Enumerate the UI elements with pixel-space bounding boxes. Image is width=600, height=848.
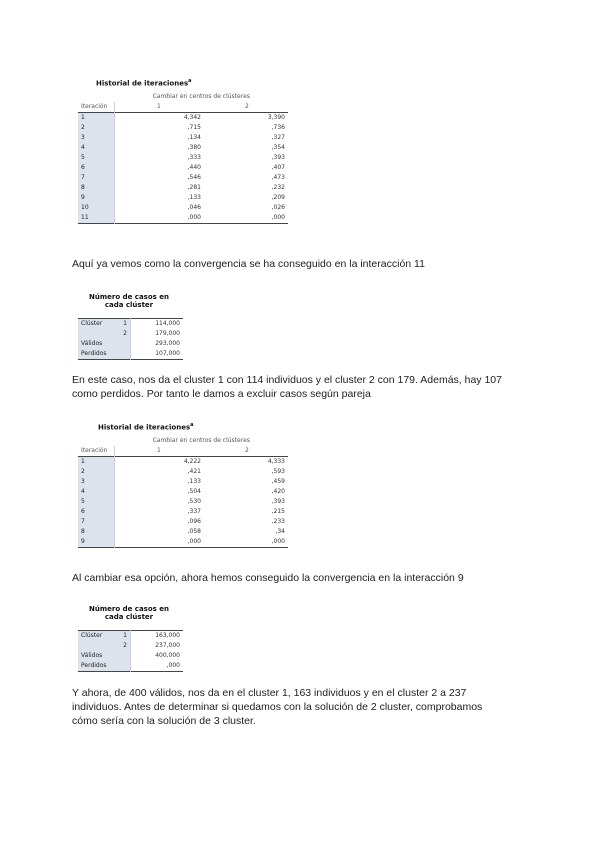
cluster-2-change: ,34 xyxy=(275,528,285,535)
iteration-label: 2 xyxy=(78,467,115,477)
row-header: Iteración xyxy=(81,447,108,454)
table4-title: Número de casos en cada clúster xyxy=(89,605,169,621)
case-count: 163,000 xyxy=(131,631,184,642)
cluster-1-change: ,133 xyxy=(115,193,216,203)
cluster-2-change: ,000 xyxy=(271,214,285,221)
table-row xyxy=(78,339,183,349)
row-label xyxy=(78,641,110,651)
cluster-2-change: ,420 xyxy=(271,488,285,495)
cluster-2-change: ,232 xyxy=(271,184,285,191)
table-row xyxy=(78,487,288,497)
paragraph-2: En este caso, nos da el cluster 1 con 114 individuos y el cluster 2 con 179. Además, hay 107 como perdidos. Por tanto le damos a excluir casos según pareja xyxy=(72,374,502,400)
group-header: Cambiar en centros de clústeres xyxy=(152,437,250,444)
cluster-2-change: ,000 xyxy=(271,538,285,545)
iteration-label: 1 xyxy=(78,113,115,124)
cluster-1-change: ,421 xyxy=(115,467,216,477)
iteration-label: 1 xyxy=(78,457,115,468)
table-row xyxy=(78,203,288,213)
iteration-label: 11 xyxy=(78,213,115,224)
cluster-1-change: ,000 xyxy=(115,537,216,548)
cluster-2-change: ,026 xyxy=(271,204,285,211)
cluster-2-change: ,354 xyxy=(271,144,285,151)
case-count: ,000 xyxy=(131,661,184,672)
case-count: 114,000 xyxy=(131,319,184,330)
iteration-label: 7 xyxy=(78,517,115,527)
iteration-label: 6 xyxy=(78,507,115,517)
col-header-2: 2 xyxy=(245,103,249,110)
cluster-1-change: ,281 xyxy=(115,183,216,193)
iteration-label: 2 xyxy=(78,123,115,133)
table-row xyxy=(78,527,288,537)
cluster-2-change: ,209 xyxy=(271,194,285,201)
row-label: Válidos xyxy=(78,339,110,349)
iteration-label: 7 xyxy=(78,173,115,183)
iteration-label: 4 xyxy=(78,143,115,153)
table-row xyxy=(78,477,288,487)
cluster-1-change: ,504 xyxy=(115,487,216,497)
table-row xyxy=(78,349,183,360)
cluster-2-change: ,393 xyxy=(271,498,285,505)
case-count: 293,000 xyxy=(131,339,184,349)
iteration-history-table-2 xyxy=(78,436,288,548)
cluster-number: 1 xyxy=(110,319,131,330)
cluster-2-change: ,736 xyxy=(271,124,285,131)
table-row xyxy=(78,193,288,203)
col-header-1: 1 xyxy=(115,446,216,457)
cluster-1-change: ,133 xyxy=(115,477,216,487)
row-label xyxy=(78,329,110,339)
table-row xyxy=(78,133,288,143)
table-row xyxy=(78,329,183,339)
iteration-label: 9 xyxy=(78,193,115,203)
iteration-label: 8 xyxy=(78,183,115,193)
cluster-2-change: ,215 xyxy=(271,508,285,515)
cluster-2-change: ,233 xyxy=(271,518,285,525)
table-row xyxy=(78,537,288,548)
cluster-1-change: ,546 xyxy=(115,173,216,183)
cluster-1-change: ,058 xyxy=(115,527,216,537)
iteration-label: 3 xyxy=(78,477,115,487)
cluster-1-change: 4,222 xyxy=(115,457,216,468)
cluster-1-change: ,333 xyxy=(115,153,216,163)
table-row xyxy=(78,163,288,173)
iteration-label: 3 xyxy=(78,133,115,143)
table-row xyxy=(78,517,288,527)
iteration-label: 5 xyxy=(78,153,115,163)
table-row xyxy=(78,143,288,153)
iteration-label: 5 xyxy=(78,497,115,507)
cluster-1-change: 4,342 xyxy=(115,113,216,124)
cases-per-cluster-table-2 xyxy=(78,630,183,672)
table-row xyxy=(78,123,288,133)
table-row xyxy=(78,631,183,642)
iteration-label: 10 xyxy=(78,203,115,213)
row-label: Clúster xyxy=(78,319,110,330)
cluster-number xyxy=(110,661,131,672)
case-count: 237,000 xyxy=(131,641,184,651)
table-row xyxy=(78,457,288,468)
cluster-1-change: ,046 xyxy=(115,203,216,213)
cluster-1-change: ,380 xyxy=(115,143,216,153)
cluster-1-change: ,000 xyxy=(115,213,216,224)
cluster-2-change: ,407 xyxy=(271,164,285,171)
table-row xyxy=(78,467,288,477)
cluster-2-change: ,593 xyxy=(271,468,285,475)
cluster-2-change: 3,390 xyxy=(267,114,285,121)
table-row xyxy=(78,319,183,330)
table-row xyxy=(78,113,288,124)
group-header: Cambiar en centros de clústeres xyxy=(152,93,250,100)
paragraph-3: Al cambiar esa opción, ahora hemos conseguido la convergencia en la interacción 9 xyxy=(72,572,464,584)
table1-title: Historial de iteraciones$^a$ xyxy=(96,78,192,88)
cluster-1-change: ,530 xyxy=(115,497,216,507)
table-row xyxy=(78,183,288,193)
row-label: Válidos xyxy=(78,651,110,661)
cluster-2-change: 4,333 xyxy=(267,458,285,465)
table-row xyxy=(78,507,288,517)
col-header-2: 2 xyxy=(245,447,249,454)
cluster-number xyxy=(110,349,131,360)
table-row xyxy=(78,153,288,163)
row-label: Perdidos xyxy=(78,661,110,672)
cluster-2-change: ,327 xyxy=(271,134,285,141)
cluster-number: 2 xyxy=(110,641,131,651)
cluster-number: 2 xyxy=(110,329,131,339)
table-row xyxy=(78,641,183,651)
table-row xyxy=(78,213,288,224)
case-count: 400,000 xyxy=(131,651,184,661)
cluster-2-change: ,459 xyxy=(271,478,285,485)
cluster-2-change: ,393 xyxy=(271,154,285,161)
cluster-1-change: ,715 xyxy=(115,123,216,133)
row-header: Iteración xyxy=(81,103,108,110)
iteration-label: 4 xyxy=(78,487,115,497)
row-label: Clúster xyxy=(78,631,110,642)
table-row xyxy=(78,661,183,672)
case-count: 107,000 xyxy=(131,349,184,360)
paragraph-1: Aquí ya vemos como la convergencia se ha conseguido en la interacción 11 xyxy=(72,258,425,270)
iteration-history-table-1 xyxy=(78,92,288,224)
row-label: Perdidos xyxy=(78,349,110,360)
cluster-number: 1 xyxy=(110,631,131,642)
paragraph-4: Y ahora, de 400 válidos, nos da en el cluster 1, 163 individuos y en el cluster 2 a 237 individuos. Antes de determinar si quedamos con la solución de 2 cluster, comprobamos cómo sería con la solución de 3 cluster. xyxy=(72,687,483,727)
cluster-1-change: ,134 xyxy=(115,133,216,143)
table-row xyxy=(78,497,288,507)
cluster-number xyxy=(110,339,131,349)
cases-per-cluster-table-1 xyxy=(78,318,183,360)
cluster-2-change: ,473 xyxy=(271,174,285,181)
iteration-label: 9 xyxy=(78,537,115,548)
col-header-1: 1 xyxy=(115,102,216,113)
cluster-1-change: ,337 xyxy=(115,507,216,517)
cluster-number xyxy=(110,651,131,661)
case-count: 179,000 xyxy=(131,329,184,339)
table-row xyxy=(78,651,183,661)
table-row xyxy=(78,173,288,183)
table3-title: Historial de iteraciones$^a$ xyxy=(98,422,194,432)
cluster-1-change: ,096 xyxy=(115,517,216,527)
cluster-1-change: ,440 xyxy=(115,163,216,173)
iteration-label: 6 xyxy=(78,163,115,173)
iteration-label: 8 xyxy=(78,527,115,537)
table2-title: Número de casos en cada clúster xyxy=(89,293,169,309)
